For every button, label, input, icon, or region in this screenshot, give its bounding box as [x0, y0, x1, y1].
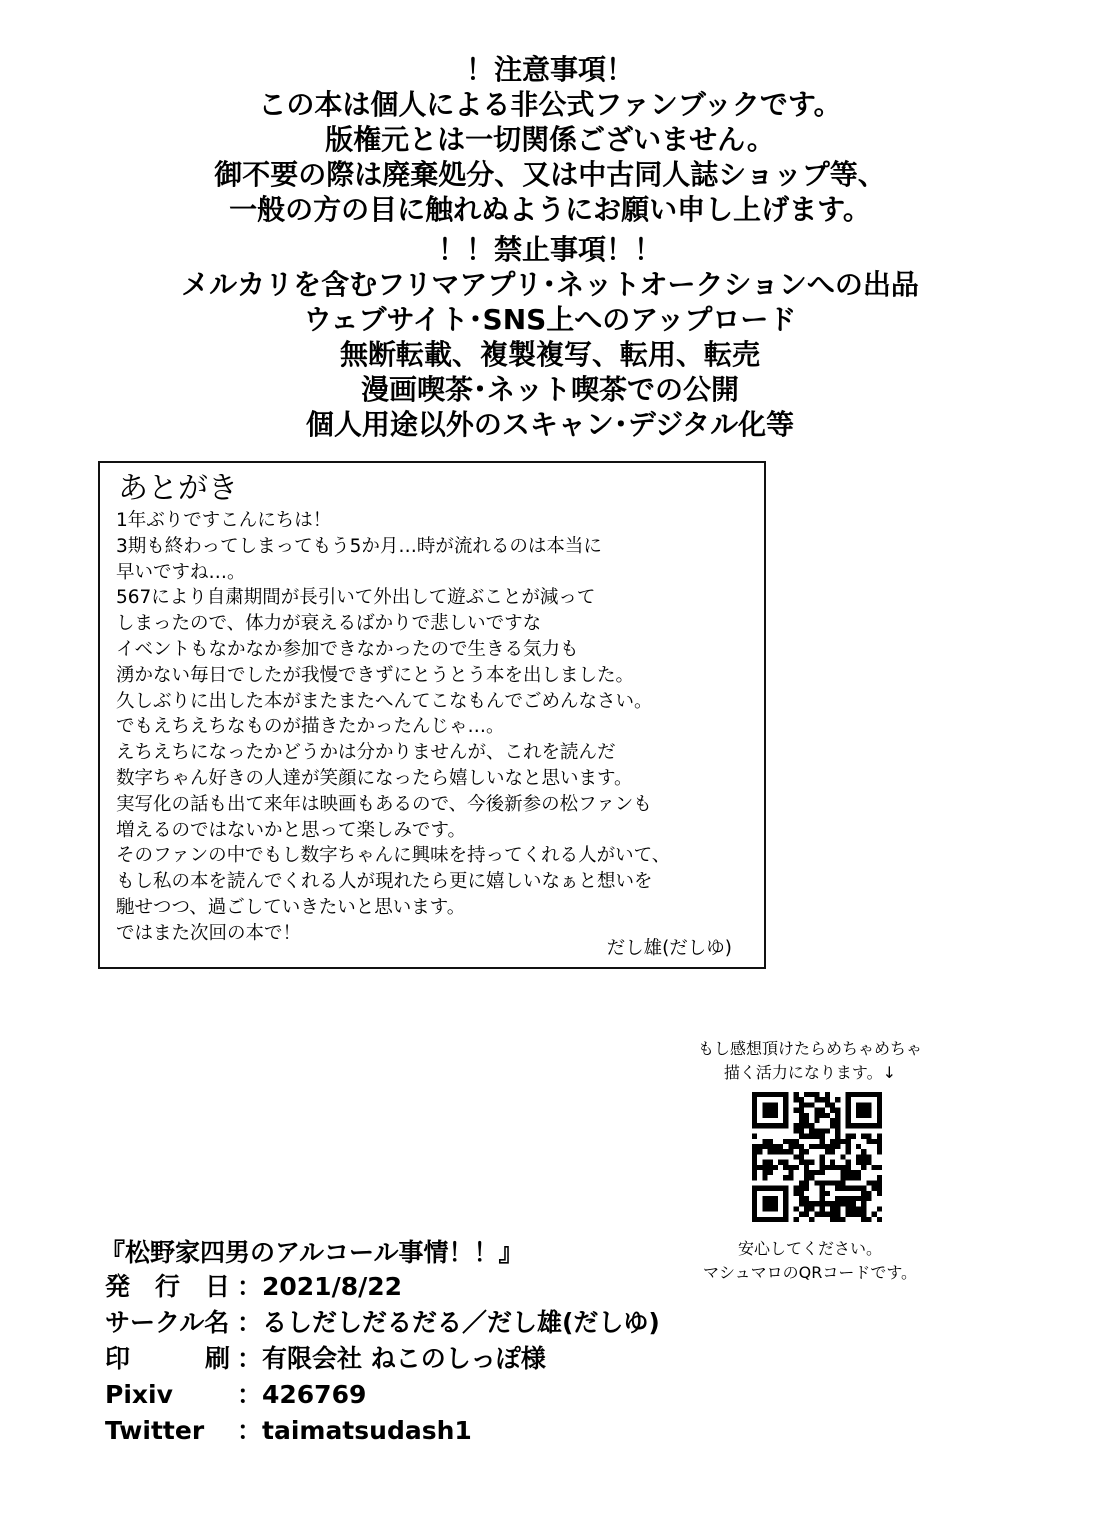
colophon-value: ：taimatsudash1	[237, 1416, 472, 1445]
caution-line: 御不要の際は廃棄処分、又は中古同人誌ショップ等、	[214, 158, 886, 191]
prohibited-line: 個人用途以外のスキャン･デジタル化等	[305, 408, 795, 441]
colophon-label: Twitter	[105, 1416, 205, 1445]
colophon-value: ：るしだしだるだる／だし雄(だしゆ)	[237, 1308, 660, 1337]
colophon-value: ：2021/8/22	[237, 1272, 403, 1301]
qr-footer-line: マシュマロのQRコードです。	[702, 1263, 918, 1282]
afterword-line: でもえちえちなものが描きたかったんじゃ…。	[116, 716, 505, 738]
colophon-label: Pixiv	[105, 1380, 173, 1409]
qr-caption-line: 描く活力になります。↓	[723, 1063, 897, 1082]
caution-line: 版権元とは一切関係ございません。	[325, 123, 775, 156]
afterword-line: そのファンの中でもし数字ちゃんに興味を持ってくれる人がいて、	[116, 845, 671, 867]
qr-section	[690, 1037, 930, 1282]
colophon-label: 印 刷	[105, 1344, 231, 1373]
afterword-signature: だし雄(だしゆ)	[606, 938, 732, 959]
prohibited-heading: ！！禁止事項！！	[437, 233, 662, 266]
caution-line: この本は個人による非公式ファンブックです。	[258, 88, 842, 121]
afterword-line: えちえちになったかどうかは分かりませんが、これを読んだ	[116, 742, 616, 764]
afterword-line: 馳せつつ、過ごしていきたいと思います。	[116, 896, 466, 918]
colophon-label: 発 行 日	[105, 1272, 231, 1301]
afterword-title: あとがき	[118, 471, 238, 506]
colophon-row	[100, 1305, 660, 1341]
colophon	[100, 1237, 660, 1449]
afterword-line: 久しぶりに出した本がまたまたへんてこなもんでごめんなさい。	[116, 690, 653, 712]
afterword-line: 3期も終わってしまってもう5か月…時が流れるのは本当に	[116, 535, 602, 557]
afterword-line: 実写化の話も出て来年は映画もあるので、今後新参の松ファンも	[116, 793, 652, 815]
prohibited-line: 無断転載、複製複写、転用、転売	[339, 338, 760, 371]
prohibited-line: メルカリを含むフリマアプリ･ネットオークションへの出品	[181, 268, 919, 301]
afterword-line: 早いですね…。	[116, 561, 246, 583]
prohibited-line: 漫画喫茶･ネット喫茶での公開	[360, 373, 739, 406]
afterword-line: もし私の本を読んでくれる人が現れたら更に嬉しいなぁと想いを	[116, 871, 653, 893]
afterword-line: イベントもなかなか参加できなかったので生きる気力も	[116, 638, 579, 660]
book-title: 『松野家四男のアルコール事情！！』	[100, 1238, 524, 1267]
afterword-line: 増えるのではないかと思って楽しみです。	[116, 819, 467, 841]
colophon-row	[100, 1341, 546, 1377]
qr-footer-line: 安心してください。	[737, 1239, 882, 1258]
afterword-body	[116, 508, 756, 947]
colophon-row	[100, 1377, 524, 1413]
prohibited-line: ウェブサイト･SNS上へのアップロード	[303, 303, 797, 336]
afterword-line: 567により自粛期間が長引いて外出して遊ぶことが減って	[116, 587, 596, 609]
colophon-row	[100, 1413, 524, 1449]
prohibited-notice	[0, 232, 1100, 442]
colophon-label: サークル名	[105, 1308, 230, 1337]
qr-footer	[690, 1237, 930, 1285]
afterword-line: 1年ぶりですこんにちは！	[116, 510, 332, 531]
caution-heading: ！注意事項！	[465, 53, 634, 86]
colophon-row	[100, 1269, 524, 1305]
afterword-line: 湧かない毎日でしたが我慢できずにとうとう本を出しました。	[116, 664, 635, 686]
caution-notice	[0, 52, 1100, 227]
colophon-value: ：426769	[237, 1380, 367, 1409]
afterword-line: 数字ちゃん好きの人達が笑顔になったら嬉しいなと思います。	[116, 767, 633, 789]
afterword-line: しまったので、体力が衰えるばかりで悲しいですな	[116, 613, 542, 635]
afterword-line: ではまた次回の本で！	[116, 922, 302, 944]
qr-caption-line: もし感想頂けたらめちゃめちゃ	[697, 1039, 922, 1058]
colophon-value: ：有限会社 ねこのしっぽ様	[237, 1344, 546, 1373]
caution-line: 一般の方の目に触れぬようにお願い申し上げます。	[229, 193, 871, 226]
afterword-box	[98, 461, 766, 969]
qr-code[interactable]	[752, 1092, 882, 1222]
